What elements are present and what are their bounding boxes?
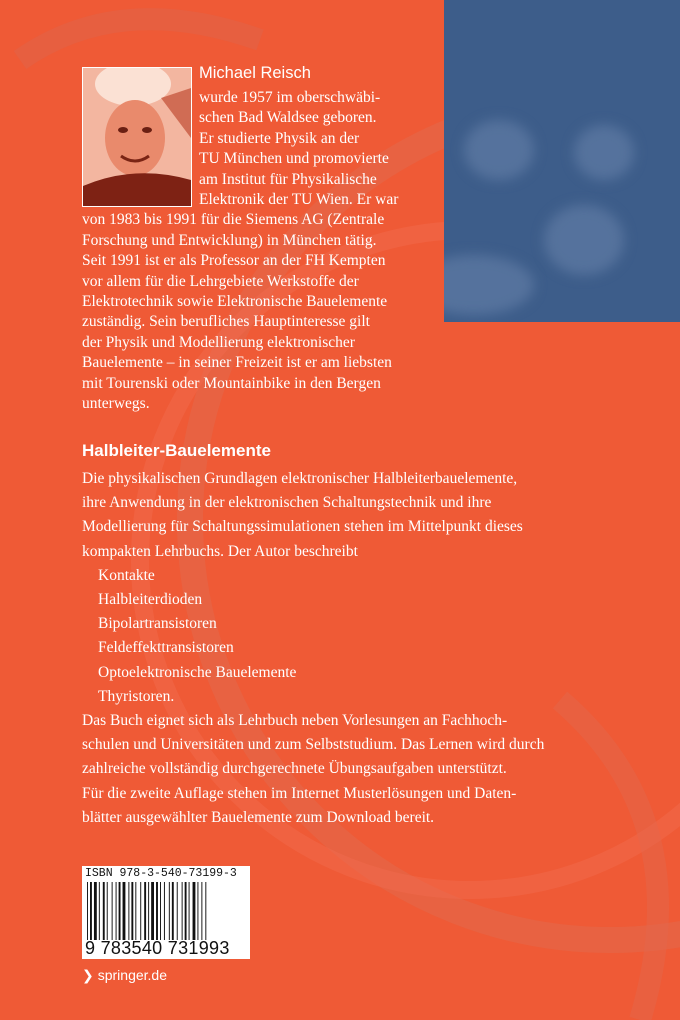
barcode-bar [94, 882, 97, 940]
barcode-bar [185, 882, 187, 940]
bio-line: wurde 1957 im oberschwäbi- [199, 89, 381, 106]
barcode-bar [169, 882, 170, 940]
bio-line: zuständig. Sein berufliches Hauptinteresse gilt [82, 313, 370, 331]
decorative-blue-panel [444, 0, 680, 322]
barcode-bar [189, 882, 190, 940]
usage-line: zahlreiche vollständig durchgerechnete Übungsaufgaben unterstützt. [82, 760, 507, 778]
barcode-bar [156, 882, 158, 940]
topic-item: Feldeffekttransistoren [98, 639, 234, 657]
bio-line: Seit 1991 ist er als Professor an der FH Kempten [82, 252, 386, 270]
chevron-right-icon: ❯ [82, 967, 94, 983]
topic-item: Bipolartransistoren [98, 615, 217, 633]
usage-line: Das Buch eignet sich als Lehrbuch neben Vorlesungen an Fachhoch- [82, 712, 508, 730]
author-name: Michael Reisch [199, 64, 311, 82]
barcode-bar [177, 882, 178, 940]
bio-line: Bauelemente – in seiner Freizeit ist er am liebsten [82, 354, 392, 372]
bio-line: Forschung und Entwicklung) in München tätig. [82, 231, 377, 249]
bio-line: TU München und promovierte [199, 150, 389, 168]
barcode-bar [112, 882, 113, 940]
bio-line: vor allem für die Lehrgebiete Werkstoffe der [82, 272, 359, 290]
barcode-bar [103, 882, 105, 940]
barcode-bar [151, 882, 154, 940]
barcode-bar [131, 882, 133, 940]
barcode-bar [107, 882, 108, 940]
barcode-bar [119, 882, 121, 940]
bio-line: am Institut für Physikalische [199, 170, 377, 188]
barcode-bar [197, 882, 198, 940]
barcode-bar [205, 882, 206, 940]
barcode-bar [193, 882, 196, 940]
barcode-bar [164, 882, 165, 940]
book-title: Halbleiter-Bauelemente [82, 441, 271, 460]
bio-line: schen Bad Waldsee geboren. [199, 109, 377, 127]
usage-line: schulen und Universitäten und zum Selbststudium. Das Lernen wird durch [82, 736, 545, 754]
topic-list [82, 564, 642, 709]
book-description [82, 467, 642, 830]
bio-line: von 1983 bis 1991 für die Siemens AG (Zentrale [82, 211, 385, 229]
bio-line: mit Tourenski oder Mountainbike in den Bergen [82, 374, 381, 392]
barcode-bar [182, 882, 183, 940]
barcode-bar [99, 882, 100, 940]
barcode [85, 882, 247, 940]
barcode-bar [135, 882, 136, 940]
bio-line: Elektronik der TU Wien. Er war [199, 191, 399, 209]
barcode-bar [172, 882, 174, 940]
publisher-link[interactable] [82, 967, 167, 984]
topic-item: Halbleiterdioden [98, 591, 203, 609]
author-bio [82, 88, 452, 415]
barcode-bar [148, 882, 149, 940]
barcode-bar [116, 882, 117, 940]
isbn-barcode-box [82, 866, 250, 959]
topic-item: Kontakte [98, 566, 155, 584]
barcode-bar [128, 882, 129, 940]
barcode-bar [144, 882, 146, 940]
barcode-bar [90, 882, 92, 940]
intro-line: Modellierung für Schaltungssimulationen stehen im Mittelpunkt dieses [82, 518, 523, 536]
edition-line: Für die zweite Auflage stehen im Internet Musterlösungen und Daten- [82, 784, 517, 802]
barcode-bar [160, 882, 161, 940]
bio-line: Elektrotechnik sowie Elektronische Bauelemente [82, 293, 388, 311]
intro-line: Die physikalischen Grundlagen elektronischer Halbleiterbauelemente, [82, 470, 518, 487]
bio-line: der Physik und Modellierung elektronischer [82, 333, 355, 351]
topic-item: Thyristoren. [98, 687, 175, 705]
intro-line: ihre Anwendung in der elektronischen Schaltungstechnik und ihre [82, 494, 492, 512]
isbn-label: ISBN 978-3-540-73199-3 [85, 867, 237, 880]
topic-item: Optoelektronische Bauelemente [98, 663, 297, 681]
barcode-bar [123, 882, 126, 940]
intro-line: kompakten Lehrbuchs. Der Autor beschreibt [82, 542, 358, 560]
isbn-digits: 9 783540 731993 [85, 938, 230, 958]
edition-line: blätter ausgewählter Bauelemente zum Download bereit. [82, 808, 435, 826]
barcode-bar [140, 882, 141, 940]
barcode-bar [201, 882, 202, 940]
barcode-bar [87, 882, 88, 940]
publisher-url: springer.de [97, 967, 168, 983]
bio-line: unterwegs. [82, 395, 150, 413]
bio-line: Er studierte Physik an der [199, 129, 360, 147]
